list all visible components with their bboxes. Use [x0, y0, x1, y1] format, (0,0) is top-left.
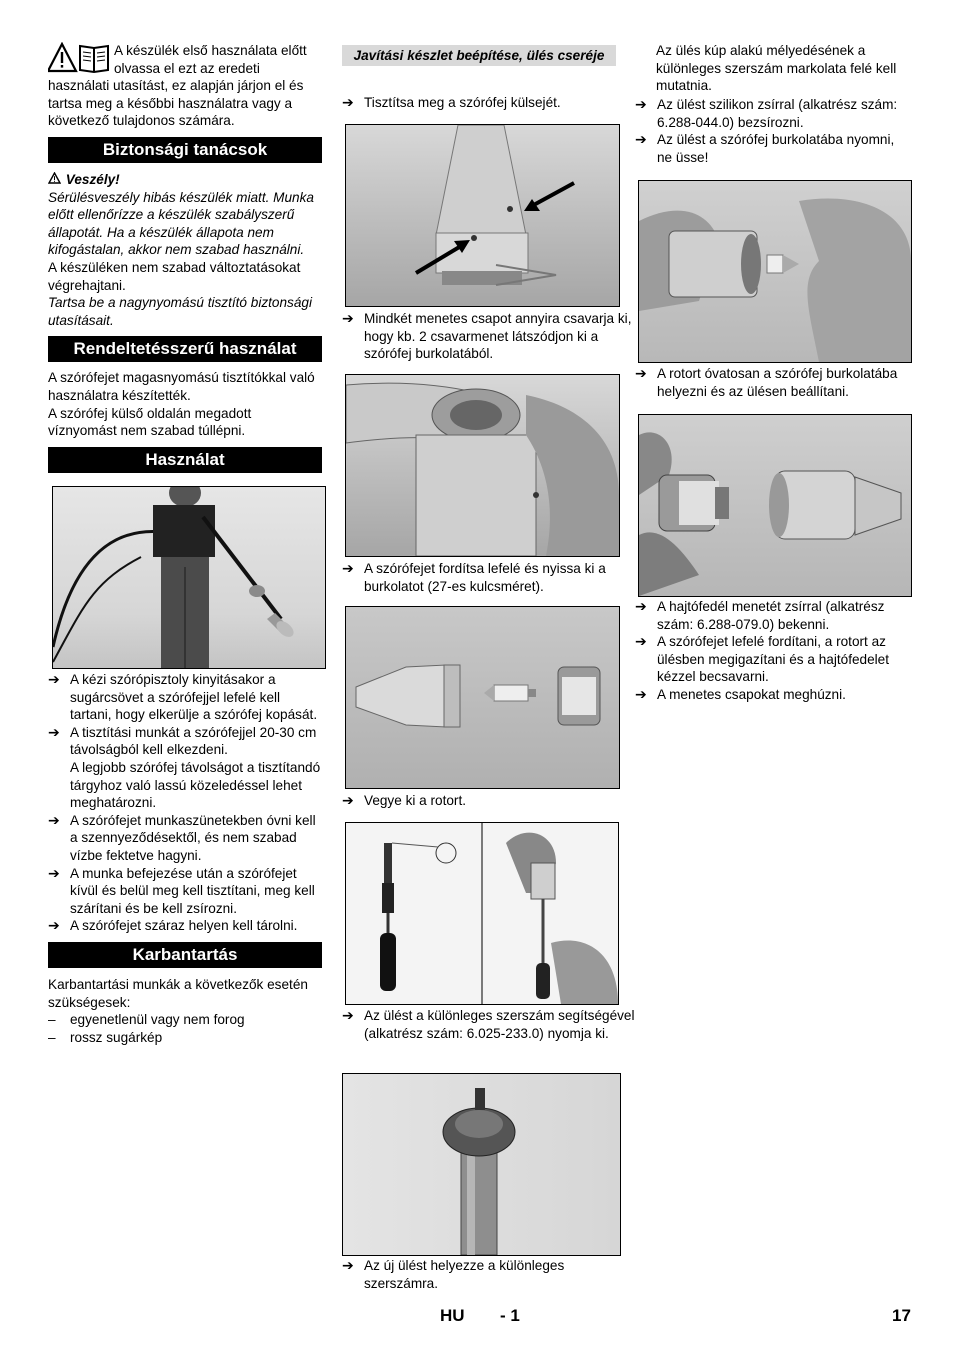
right-steps-top: [635, 96, 907, 166]
special-tool-photo: [345, 822, 619, 1005]
danger-label: Veszély!: [65, 171, 120, 187]
usage-step-3: ➔ A munka befejezése után a szórófejet kívül és belül meg kell tisztítani, meg kell szárítani és be kell zsírozni.: [48, 865, 322, 918]
repair-step-5: ➔ Az ülést a különleges szerszám segítségével (alkatrész szám: 6.025-233.0) nyomja ki.: [342, 1007, 638, 1042]
footer-section: - 1: [500, 1306, 520, 1325]
rotor-parts-photo: [345, 606, 620, 789]
intro-text: A készülék első használata előtt olvassa el ezt az eredeti használati utasítást, ez alapján járjon el és tartsa meg a későbbi használatra vagy a következő tulajdonos számára.: [48, 43, 307, 129]
usage-step-1: ➔ A kézi szórópisztoly kinyitásakor a sugárcsövet a szórófejjel lefelé kell tartani, hogy elkerülje a szórófej kopását.: [48, 671, 322, 724]
no-modify-text: A készüléken nem szabad változtatásokat végrehajtani.: [48, 259, 301, 293]
right-step-4: ➔ A hajtófedél menetét zsírral (alkatrész szám: 6.288-079.0) bekenni.: [635, 598, 907, 633]
repair-step-1: ➔ Tisztítsa meg a szórófej külsejét.: [342, 94, 638, 112]
usage-step-4: ➔ A szórófejet száraz helyen kell tárolni.: [48, 917, 322, 935]
intended-use-p1: A szórófejet magasnyomású tisztítókkal való használatra készítették.: [48, 370, 315, 403]
usage-heading: Használat: [48, 447, 322, 473]
usage-step-2: ➔ A tisztítási munkát a szórófejjel 20-30 cm távolságból kell elkezdeni.: [48, 724, 322, 759]
maintenance-intro: Karbantartási munkák a következők esetén szükségesek:: [48, 976, 308, 1010]
warning-book-icons: [48, 42, 110, 76]
usage-step-2-note: A legjobb szórófej távolságot a tisztítandó tárgyhoz való lassú közeledéssel lehet meghatározni.: [70, 759, 321, 811]
footer-page-number: 17: [892, 1306, 911, 1325]
safety-heading: Biztonsági tanácsok: [48, 137, 322, 163]
right-step-6: ➔ A menetes csapokat meghúzni.: [635, 686, 907, 704]
maintenance-item-1: – egyenetlenül vagy nem forog: [48, 1011, 322, 1029]
manual-book-icon: [80, 46, 108, 72]
repair-step-2: ➔ Mindkét menetes csapot annyira csavarja ki, hogy kb. 2 csavarmenet látszódjon ki a szórófej burkolatából.: [342, 310, 638, 363]
seat-insert-photo: [638, 180, 912, 363]
right-steps-bottom: [635, 598, 907, 704]
danger-triangle-icon: [48, 171, 62, 189]
right-intro: Az ülés kúp alakú mélyedésének a különleges szerszám markolata felé kell mutatnia.: [656, 43, 897, 94]
right-step-2: ➔ Az ülést a szórófej burkolatába nyomni, ne üsse!: [635, 131, 907, 166]
repair-step-6: ➔ Az új ülést helyezze a különleges szerszámra.: [342, 1257, 638, 1292]
repair-step-3: ➔ A szórófejet fordítsa lefelé és nyissa ki a burkolatot (27-es kulcsméret).: [342, 560, 638, 595]
right-step-5: ➔ A szórófejet lefelé fordítani, a rotort az ülésben megigazítani és a hajtófedelet kézzel becsavarni.: [635, 633, 907, 686]
right-step-3: ➔ A rotort óvatosan a szórófej burkolatába helyezni és az ülésen beállítani.: [635, 365, 929, 400]
maintenance-item-2: – rossz sugárkép: [48, 1029, 322, 1047]
intended-use-p2: A szórófej külső oldalán megadott víznyomást nem szabad túllépni.: [48, 405, 252, 439]
warning-triangle-icon: [48, 44, 76, 71]
nozzle-photo: [345, 124, 620, 307]
repair-step-4: ➔ Vegye ki a rotort.: [342, 792, 638, 810]
right-step-1: ➔ Az ülést szilikon zsírral (alkatrész szám: 6.288-044.0) bezsírozni.: [635, 96, 907, 131]
usage-step-breaks: ➔ A szórófejet munkaszünetekben óvni kell a szennyeződésektől, és nem szabad vízbe fektetve hagyni.: [48, 812, 322, 865]
footer-lang: HU: [440, 1306, 465, 1325]
observe-text: Tartsa be a nagynyomású tisztító biztonsági utasításait.: [48, 295, 312, 328]
left-lower-column: [48, 671, 322, 1046]
intended-use-heading: Rendeltetésszerű használat: [48, 336, 322, 362]
wrench-photo: [345, 374, 620, 557]
danger-text: Sérülésveszély hibás készülék miatt. Munka előtt ellenőrízze a készülék szabályszerű állapotát. Ha a készülék állapota nem kifogástalan, akkor nem szabad használni.: [48, 189, 314, 258]
maintenance-heading: Karbantartás: [48, 942, 322, 968]
rotor-insert-photo: [638, 414, 912, 597]
seat-on-tool-photo: [342, 1073, 621, 1256]
usage-photo: [52, 486, 326, 669]
left-column: [48, 0, 322, 469]
danger-label-row: [48, 171, 322, 189]
repair-kit-heading: Javítási készlet beépítése, ülés cseréje: [342, 45, 616, 66]
